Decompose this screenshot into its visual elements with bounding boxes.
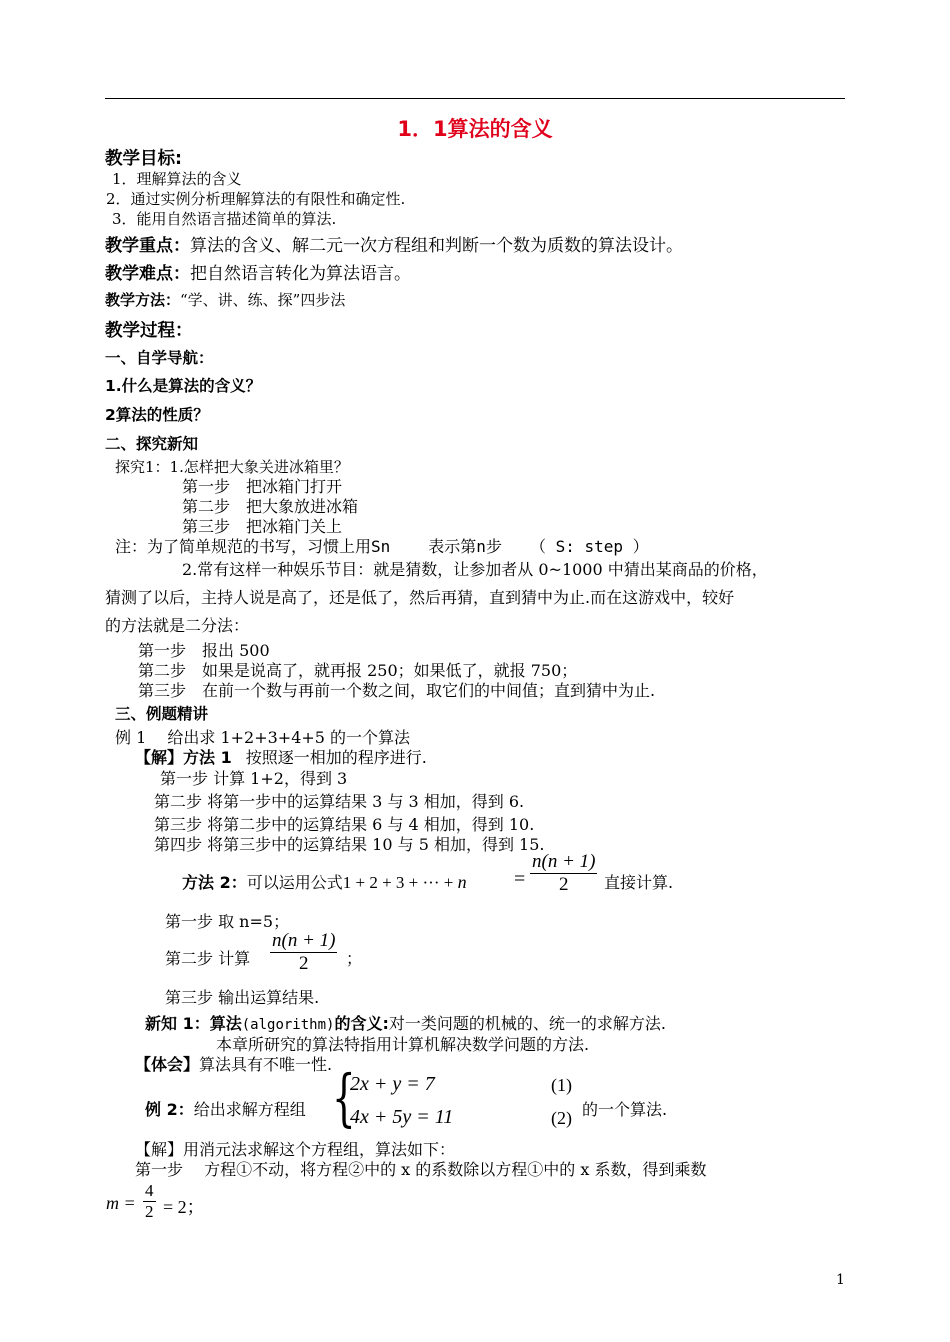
new1-label: 新知 1： [145,1014,210,1033]
key-points [105,231,683,256]
method2-step: 第三步 输出运算结果. [165,988,320,1007]
section3-heading: 三、例题精讲 [115,705,209,723]
new1-text: 对一类问题的机械的、统一的求解方法. [388,1014,666,1033]
method2-step: 第二步 计算 [165,949,251,968]
objectives-heading: 教学目标: [105,149,182,169]
page-title: 1．1算法的含义 [397,117,553,141]
equation-tag-2: (2) [551,1108,572,1128]
method1-line [135,745,427,768]
explore2-step: 第三步 在前一个数与再前一个数之间，取它们的中间值；直到猜中为止. [138,681,656,700]
note-n: n [476,537,486,556]
difficulties [105,259,411,284]
method2-tail: 直接计算. [604,873,674,892]
fraction-numerator: n(n + 1) [272,930,336,951]
note-step: （ S: step ） [529,537,649,556]
method2-equals: = [514,868,526,890]
section1-question: 2算法的性质？ [105,406,209,424]
key-points-label: 教学重点： [105,236,190,256]
note-text: 表示第 [428,537,477,556]
section2-heading: 二、探究新知 [105,435,199,453]
solution-bracket: 【解】 [135,748,184,767]
m-numerator: 4 [145,1181,154,1200]
method-label: 教学方法： [105,291,181,309]
section1-heading: 一、自学导航： [105,349,214,367]
method2-n: n [457,872,467,892]
method1-step: 第四步 将第三步中的运算结果 10 与 5 相加，得到 15. [154,835,545,854]
objective-item: 3．能用自然语言描述简单的算法. [112,210,337,228]
note-text: 步 [485,537,502,556]
system-brace: { [332,1061,356,1134]
objective-item: 2．通过实例分析理解算法的有限性和确定性. [106,190,406,208]
fraction-numerator: n(n + 1) [532,851,596,872]
tihui-label: 【体会】 [135,1055,200,1074]
new-knowledge-line [145,1011,666,1034]
teaching-method [105,289,345,310]
explore1-step: 第三步 把冰箱门关上 [182,517,343,536]
equation-tag-1: (1) [551,1075,572,1095]
explore1-step: 第一步 把冰箱门打开 [182,477,343,496]
method2-step-tail: ； [346,949,363,968]
m-denominator: 2 [145,1202,154,1221]
example1: 例 1 给出求 1+2+3+4+5 的一个算法 [115,728,411,747]
equation-2: 4x + 5y = 11 [350,1106,454,1128]
ex2-label: 例 2： [145,1100,194,1119]
new1-en: (algorithm) [241,1017,335,1033]
example2-line [145,1097,306,1120]
tihui-text: 算法具有不唯一性. [199,1055,333,1074]
difficulties-label: 教学难点： [105,264,190,284]
m-fraction [143,1181,156,1222]
new-knowledge-line2: 本章所研究的算法特指用计算机解决数学问题的方法. [216,1035,590,1054]
note-text: 注：为了简单规范的书写，习惯上用 [115,537,372,556]
ex2-text: 给出求解方程组 [193,1100,306,1119]
equation-1: 2x + y = 7 [350,1073,435,1095]
explore1-step: 第二步 把大象放进冰箱 [182,497,359,516]
fraction-denominator: 2 [298,953,309,974]
paragraph-line: 2.常有这样一种娱乐节目：就是猜数，让参加者从 0~1000 中猜出某商品的价格， [182,560,768,579]
method1-step: 第三步 将第二步中的运算结果 6 与 4 相加，得到 10. [154,815,535,834]
method2-fraction [530,851,597,896]
method1-label: 方法 1 [183,748,232,767]
new1-algo: 算法 [209,1014,242,1033]
method1-step: 第一步 计算 1+2，得到 3 [160,769,348,788]
section1-question: 1.什么是算法的含义？ [105,377,262,395]
paragraph-line: 猜测了以后，主持人说是高了，还是低了，然后再猜，直到猜中为止.而在这游戏中，较好 [105,588,735,607]
explore1: 探究1：1.怎样把大象关进冰箱里？ [115,458,349,476]
new1-meaning: 的含义: [334,1014,389,1033]
explore2-step: 第一步 报出 500 [138,641,270,660]
method1-step: 第二步 将第一步中的运算结果 3 与 3 相加，得到 6. [154,792,525,811]
objective-item: 1．理解算法的含义 [112,170,242,188]
key-points-text: 算法的含义、解二元一次方程组和判断一个数为质数的算法设计。 [190,236,683,256]
method2-step: 第一步 取 n=5； [165,912,290,931]
m-label: m = [106,1193,136,1213]
header-rule [105,98,845,99]
step2-fraction [270,930,337,975]
difficulties-text: 把自然语言转化为算法语言。 [190,264,411,284]
method1-text: 按照逐一相加的程序进行. [245,748,427,767]
method2-text: 可以运用公式 [246,873,343,892]
method2-label: 方法 2： [182,873,247,892]
fraction-denominator: 2 [558,874,569,895]
method2-line [182,870,467,893]
paragraph-line: 的方法就是二分法： [105,616,250,635]
ex2-tail: 的一个算法. [582,1100,668,1119]
method-text: “学、讲、练、探”四步法 [180,291,346,309]
page-number: 1 [836,1272,845,1288]
note-line [115,534,649,557]
solution2-step: 第一步 方程①不动，将方程②中的 x 的系数除以方程①中的 x 系数，得到乘数 [135,1160,707,1179]
tihui-line [135,1052,332,1075]
m-tail: = 2； [163,1197,205,1217]
process-heading: 教学过程： [105,321,193,341]
solution2: 【解】用消元法求解这个方程组，算法如下： [135,1140,456,1159]
note-sn: Sn [371,537,391,556]
explore2-step: 第二步 如果是说高了，就再报 250；如果低了，就报 750； [138,661,578,680]
method2-formula: 1 + 2 + 3 + ··· + [342,873,458,892]
